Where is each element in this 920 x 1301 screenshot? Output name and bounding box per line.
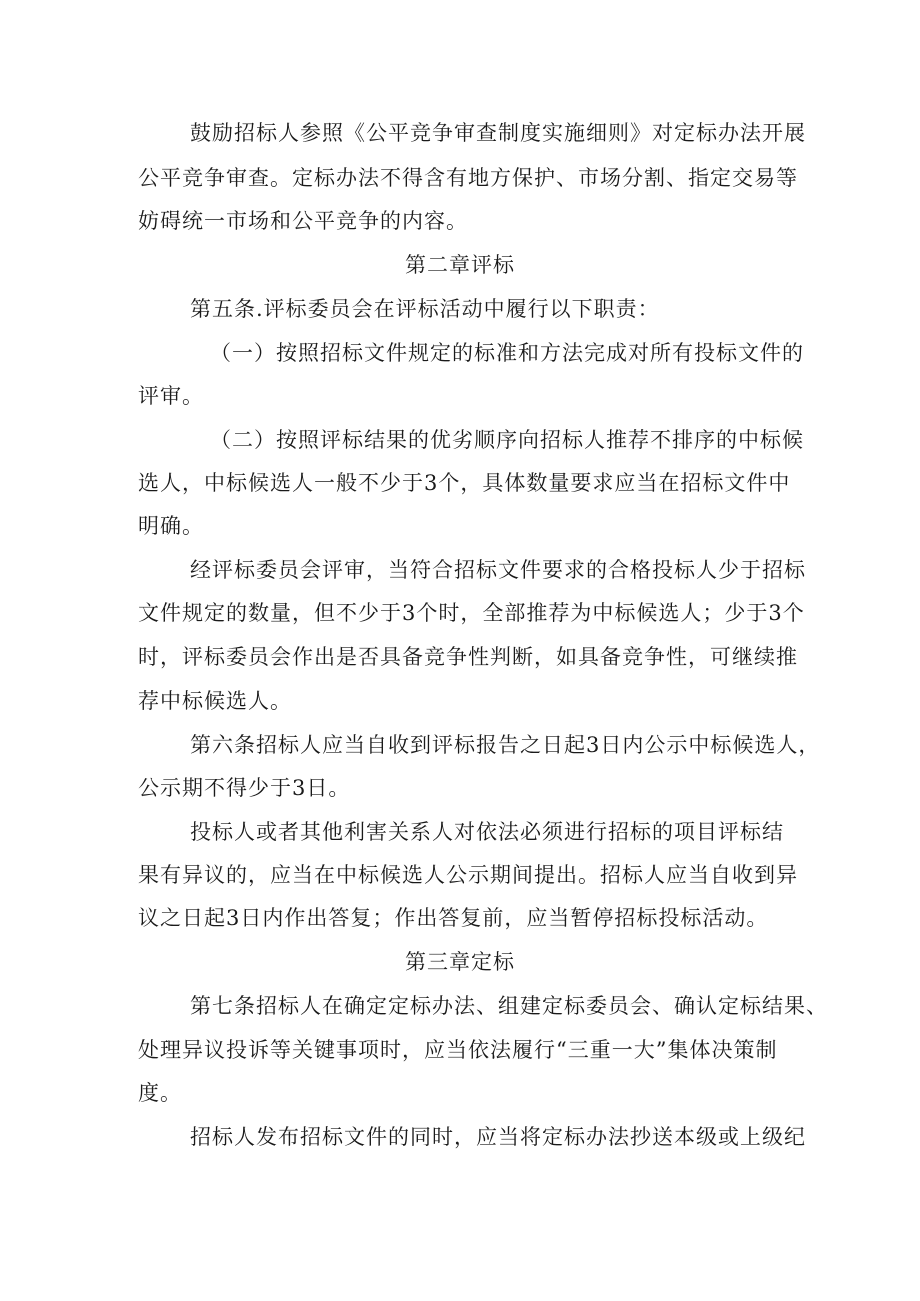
chapter-2-heading: 第二章评标: [405, 253, 515, 277]
article-7-line-1: 第七条招标人在确定定标办法、组建定标委员会、确认定标结果、: [190, 994, 828, 1018]
paragraph-5-line-4: 荐中标候选人。: [138, 689, 292, 713]
item-1-line-1: （一）按照招标文件规定的标准和方法完成对所有投标文件的: [210, 341, 804, 365]
item-1-line-2: 评审。: [138, 384, 204, 408]
item-2-line-1: （二）按照评标结果的优劣顺序向招标人推荐不排序的中标候: [210, 428, 804, 452]
paragraph-7-line-3: 议之日起3日内作出答复；作出答复前，应当暂停招标投标活动。: [138, 906, 769, 930]
item-2-line-2: 选人，中标候选人一般不少于3个，具体数量要求应当在招标文件中: [138, 471, 791, 495]
article-7-line-3: 度。: [138, 1081, 182, 1105]
article-6-line-2: 公示期不得少于3日。: [138, 776, 351, 800]
paragraph-1-line-2: 公平竞争审查。定标办法不得含有地方保护、市场分割、指定交易等: [138, 166, 798, 190]
article-5-line-1: 第五条.评标委员会在评标活动中履行以下职责：: [190, 297, 660, 321]
article-7-line-2: 处理异议投诉等关键事项时，应当依法履行“三重一大”集体决策制: [138, 1038, 778, 1062]
paragraph-5-line-3: 时，评标委员会作出是否具备竞争性判断，如具备竞争性，可继续推: [138, 645, 798, 669]
paragraph-5-line-1: 经评标委员会评审，当符合招标文件要求的合格投标人少于招标: [190, 558, 806, 582]
paragraph-7-line-2: 果有异议的，应当在中标候选人公示期间提出。招标人应当自收到异: [138, 863, 798, 887]
paragraph-7-line-1: 投标人或者其他利害关系人对依法必须进行招标的项目评标结: [190, 820, 784, 844]
item-2-line-3: 明确。: [138, 514, 204, 538]
chapter-3-heading: 第三章定标: [405, 950, 515, 974]
paragraph-5-line-2: 文件规定的数量，但不少于3个时，全部推荐为中标候选人；少于3个: [138, 601, 805, 625]
article-6-line-1: 第六条招标人应当自收到评标报告之日起3日内公示中标候选人，: [190, 733, 821, 757]
paragraph-1-line-1: 鼓励招标人参照《公平竞争审查制度实施细则》对定标办法开展: [190, 121, 806, 145]
paragraph-9-line-1: 招标人发布招标文件的同时，应当将定标办法抄送本级或上级纪: [190, 1125, 806, 1149]
paragraph-1-line-3: 妨碍统一市场和公平竞争的内容。: [138, 209, 468, 233]
